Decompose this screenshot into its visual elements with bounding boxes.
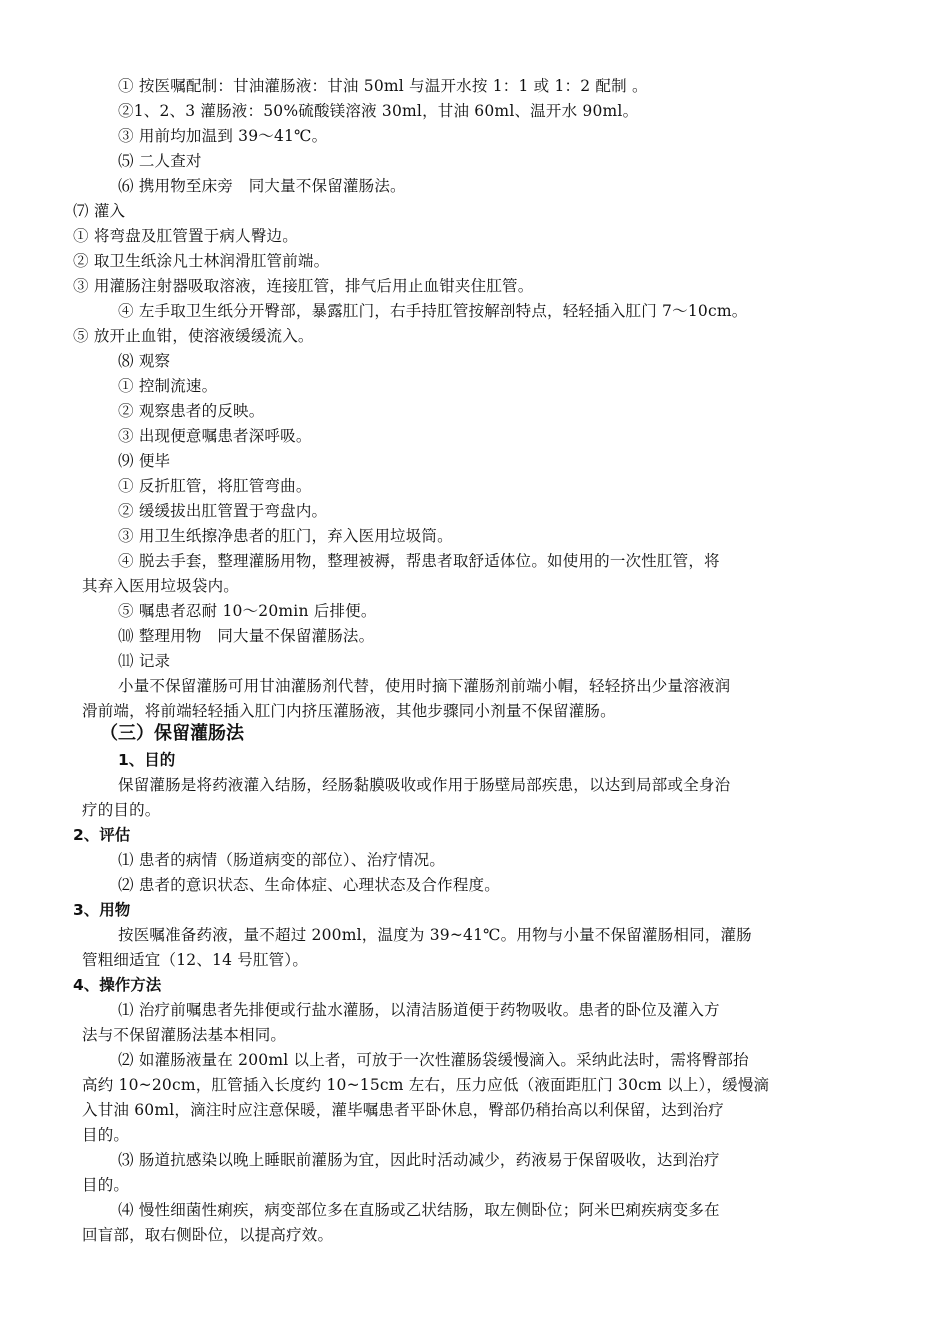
subsection-heading: 4、操作方法 bbox=[73, 976, 162, 994]
paragraph-line: 疗的目的。 bbox=[82, 801, 161, 819]
step-line: ③ 用灌肠注射器吸取溶液，连接肛管，排气后用止血钳夹住肛管。 bbox=[73, 277, 534, 295]
paragraph-line: 法与不保留灌肠法基本相同。 bbox=[82, 1026, 287, 1044]
paragraph-line: 目的。 bbox=[82, 1176, 130, 1194]
list-item: ⑵ 患者的意识状态、生命体症、心理状态及合作程度。 bbox=[118, 876, 500, 894]
step-line: ① 将弯盘及肛管置于病人臀边。 bbox=[73, 227, 298, 245]
step-line: ⑤ 放开止血钳，使溶液缓缓流入。 bbox=[73, 327, 314, 345]
paragraph-line: ⑷ 慢性细菌性痢疾，病变部位多在直肠或乙状结肠，取左侧卧位；阿米巴痢疾病变多在 bbox=[118, 1201, 720, 1219]
paragraph-line: 保留灌肠是将药液灌入结肠，经肠黏膜吸收或作用于肠壁局部疾患，以达到局部或全身治 bbox=[118, 776, 731, 794]
step-line: ④ 左手取卫生纸分开臀部，暴露肛门，右手持肛管按解剖特点，轻轻插入肛门 7～10cm。 bbox=[118, 302, 748, 320]
step-heading: ⑾ 记录 bbox=[118, 652, 171, 670]
paragraph-line: 入甘油 60ml，滴注时应注意保暖，灌毕嘱患者平卧休息，臀部仍稍抬高以利保留，达到治疗 bbox=[82, 1101, 724, 1119]
step-line: ① 反折肛管，将肛管弯曲。 bbox=[118, 477, 312, 495]
subsection-heading: 3、用物 bbox=[73, 901, 131, 919]
step-line: ① 控制流速。 bbox=[118, 377, 218, 395]
step-heading: ⑽ 整理用物 同大量不保留灌肠法。 bbox=[118, 627, 375, 645]
step-line: ③ 用前均加温到 39～41℃。 bbox=[118, 127, 328, 145]
paragraph-line: ⑵ 如灌肠液量在 200ml 以上者，可放于一次性灌肠袋缓慢滴入。采纳此法时，需将臀部抬 bbox=[118, 1051, 749, 1069]
step-line: ② 缓缓拔出肛管置于弯盘内。 bbox=[118, 502, 328, 520]
step-heading: ⑹ 携用物至床旁 同大量不保留灌肠法。 bbox=[118, 177, 406, 195]
step-line: 其弃入医用垃圾袋内。 bbox=[82, 577, 240, 595]
section-title: （三）保留灌肠法 bbox=[100, 723, 244, 744]
step-line: ⑤ 嘱患者忍耐 10～20min 后排便。 bbox=[118, 602, 377, 620]
paragraph-line: 管粗细适宜（12、14 号肛管）。 bbox=[82, 951, 309, 969]
paragraph-line: ⑶ 肠道抗感染以晚上睡眠前灌肠为宜，因此时活动减少，药液易于保留吸收，达到治疗 bbox=[118, 1151, 720, 1169]
paragraph-line: 按医嘱准备药液，量不超过 200ml，温度为 39~41℃。用物与小量不保留灌肠相同，灌肠 bbox=[118, 926, 752, 944]
step-heading: ⑻ 观察 bbox=[118, 352, 171, 370]
list-item: ⑴ 患者的病情（肠道病变的部位）、治疗情况。 bbox=[118, 851, 446, 869]
step-line: ③ 用卫生纸擦净患者的肛门，弃入医用垃圾筒。 bbox=[118, 527, 453, 545]
step-line: ③ 出现便意嘱患者深呼吸。 bbox=[118, 427, 312, 445]
paragraph-line: 回盲部，取右侧卧位，以提高疗效。 bbox=[82, 1226, 334, 1244]
paragraph-line: 高约 10~20cm，肛管插入长度约 10~15cm 左右，压力应低（液面距肛门 30cm 以上），缓慢滴 bbox=[82, 1076, 770, 1094]
subsection-heading: 2、评估 bbox=[73, 826, 131, 844]
step-heading: ⑸ 二人查对 bbox=[118, 152, 202, 170]
step-line: ① 按医嘱配制：甘油灌肠液：甘油 50ml 与温开水按 1：1 或 1：2 配制 。 bbox=[118, 77, 648, 95]
paragraph-line: ⑴ 治疗前嘱患者先排便或行盐水灌肠，以清洁肠道便于药物吸收。患者的卧位及灌入方 bbox=[118, 1001, 720, 1019]
step-heading: ⑺ 灌入 bbox=[73, 202, 126, 220]
step-heading: ⑼ 便毕 bbox=[118, 452, 171, 470]
step-line: ② 观察患者的反映。 bbox=[118, 402, 265, 420]
step-line: ② 取卫生纸涂凡士林润滑肛管前端。 bbox=[73, 252, 330, 270]
step-line: ④ 脱去手套，整理灌肠用物，整理被褥，帮患者取舒适体位。如使用的一次性肛管，将 bbox=[118, 552, 720, 570]
step-line: ②1、2、3 灌肠液：50%硫酸镁溶液 30ml，甘油 60ml、温开水 90ml。 bbox=[118, 102, 639, 120]
subsection-heading: 1、目的 bbox=[118, 751, 176, 769]
paragraph-line: 滑前端，将前端轻轻插入肛门内挤压灌肠液，其他步骤同小剂量不保留灌肠。 bbox=[82, 702, 616, 720]
paragraph-line: 目的。 bbox=[82, 1126, 130, 1144]
paragraph-line: 小量不保留灌肠可用甘油灌肠剂代替，使用时摘下灌肠剂前端小帽，轻轻挤出少量溶液润 bbox=[118, 677, 731, 695]
